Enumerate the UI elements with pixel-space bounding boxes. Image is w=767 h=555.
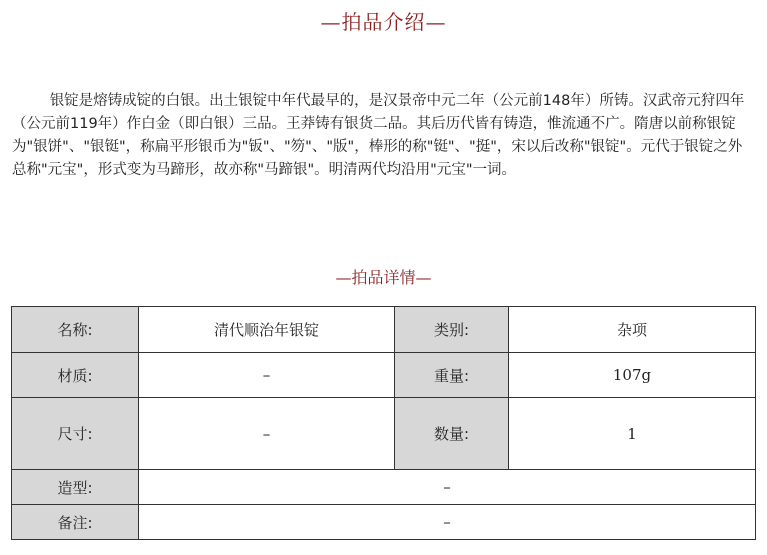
remark-value: – [139,505,756,540]
shape-label: 造型: [12,470,139,505]
auction-item-intro-title: —拍品介绍— [320,10,447,34]
shape-value: – [139,470,756,505]
table-row [12,353,756,398]
category-label: 类别: [395,307,509,353]
category-value: 杂项 [509,307,756,353]
weight-label: 重量: [395,353,509,398]
table-row [12,398,756,470]
table-row [12,505,756,540]
details-table [11,306,756,540]
material-value: – [139,353,395,398]
quantity-label: 数量: [395,398,509,470]
quantity-value: 1 [509,398,756,470]
weight-value: 107g [509,353,756,398]
name-value: 清代顺治年银锭 [139,307,395,353]
table-row [12,307,756,353]
table-row [12,470,756,505]
size-label: 尺寸: [12,398,139,470]
name-label: 名称: [12,307,139,353]
size-value: – [139,398,395,470]
intro-paragraph: 银锭是熔铸成锭的白银。出土银锭中年代最早的，是汉景帝中元二年（公元前148年）所铸。汉武帝元狩四年（公元前119年）作白金（即白银）三品。王莽铸有银货二品。其后历代皆有铸造，惟流通不广。隋唐以前称银锭为"银饼"、"银铤"，称扁平形银币为"钣"、"笏"、"版"，棒形的称"铤"、"挺"，宋以后改称"银锭"。元代于银锭之外总称"元宝"，形式变为马蹄形，故亦称"马蹄银"。明清两代均沿用"元宝"一词。 [12,93,745,178]
remark-label: 备注: [12,505,139,540]
auction-item-details-title: —拍品详情— [335,268,432,287]
material-label: 材质: [12,353,139,398]
